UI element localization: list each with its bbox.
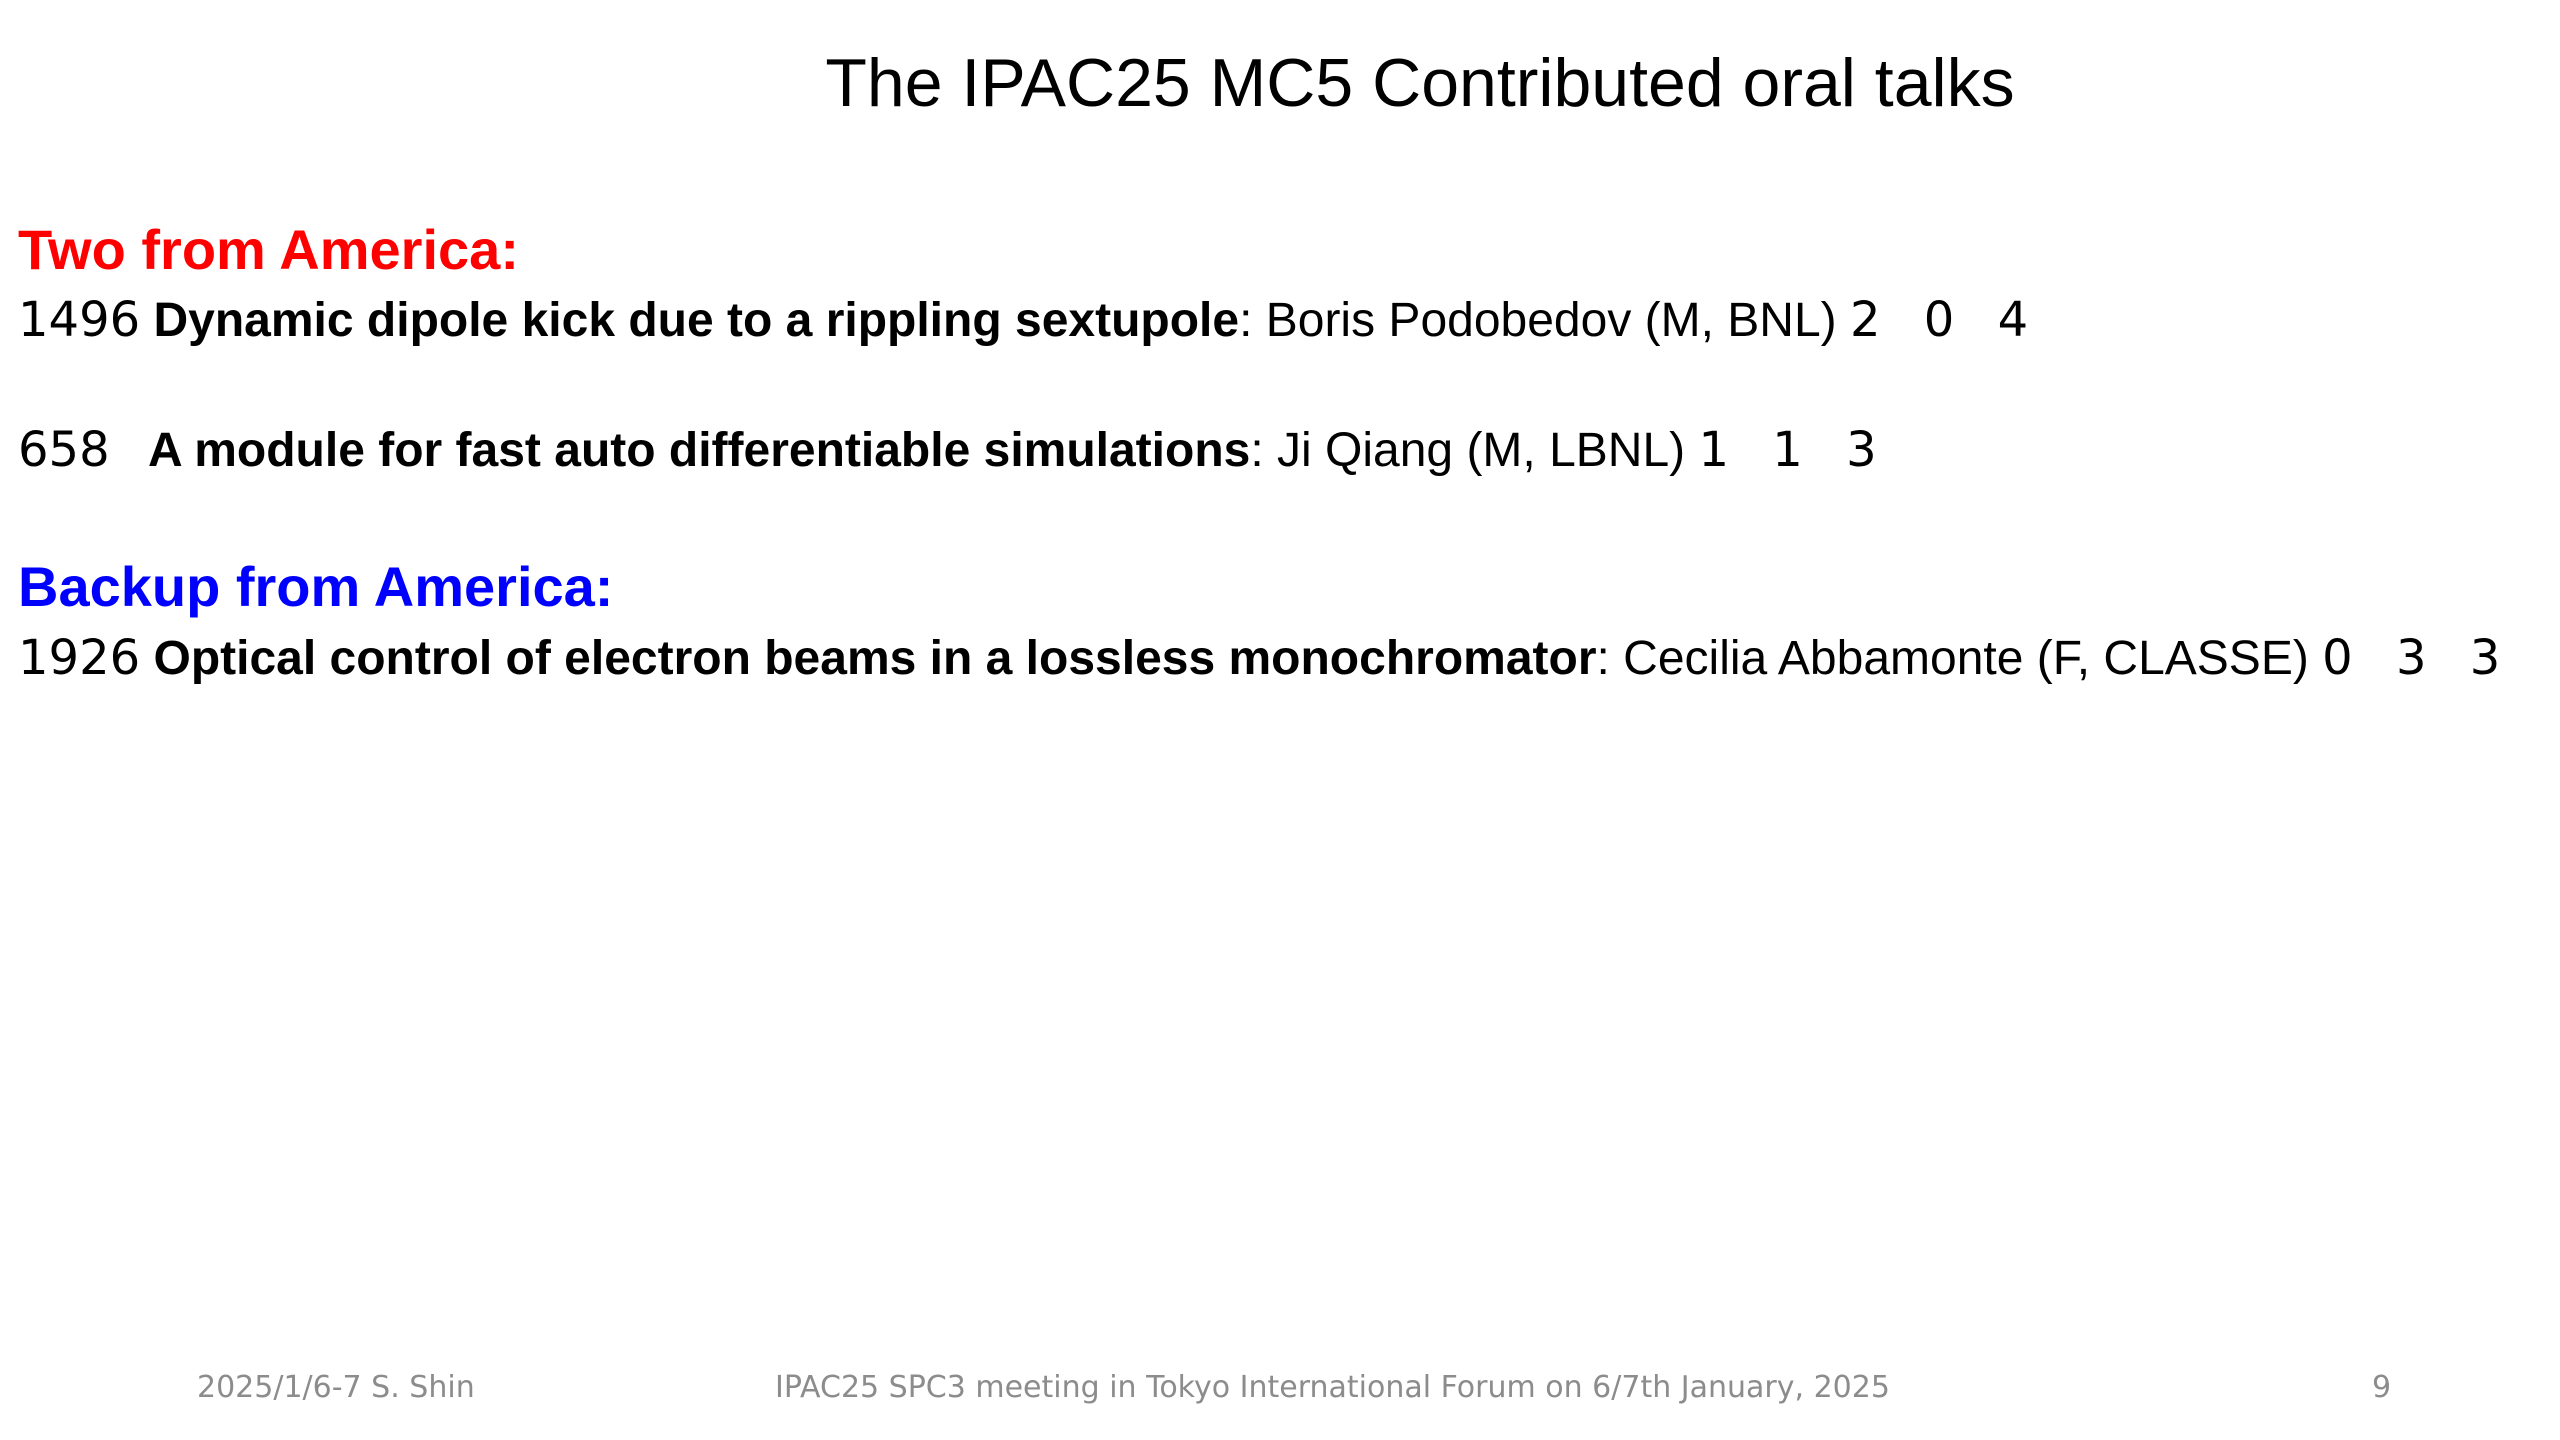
talk-title: Dynamic dipole kick due to a rippling sextupole <box>153 294 1240 347</box>
footer-meeting-info: IPAC25 SPC3 meeting in Tokyo International Forum on 6/7th January, 2025 <box>775 1370 1890 1405</box>
talk-item <box>18 288 2042 353</box>
talk-separator: : <box>1250 424 1278 477</box>
talk-title: A module for fast auto differentiable simulations <box>148 424 1251 477</box>
talk-number: 1926 <box>18 630 141 686</box>
talk-item <box>18 418 1891 483</box>
talk-number: 658 <box>18 422 110 478</box>
section-heading-backup-from-america: Backup from America: <box>18 555 614 618</box>
talk-scores: 1 1 3 <box>1698 422 1891 478</box>
talk-speaker: Boris Podobedov (M, BNL) <box>1265 294 1837 347</box>
talk-speaker: Cecilia Abbamonte (F, CLASSE) <box>1623 632 2309 685</box>
talk-title: Optical control of electron beams in a lossless monochromator <box>153 632 1597 685</box>
footer-page-number: 9 <box>2372 1370 2392 1405</box>
talk-scores: 2 0 4 <box>1850 292 2043 348</box>
slide-title: The IPAC25 MC5 Contributed oral talks <box>825 45 2015 121</box>
talk-item <box>18 626 2514 691</box>
talk-scores: 0 3 3 <box>2322 630 2515 686</box>
talk-speaker: Ji Qiang (M, LBNL) <box>1277 424 1686 477</box>
section-heading-two-from-america: Two from America: <box>18 218 519 281</box>
talk-separator: : <box>1239 294 1266 347</box>
talk-number: 1496 <box>18 292 141 348</box>
talk-separator: : <box>1596 632 1624 685</box>
footer-date-author: 2025/1/6-7 S. Shin <box>197 1370 475 1405</box>
